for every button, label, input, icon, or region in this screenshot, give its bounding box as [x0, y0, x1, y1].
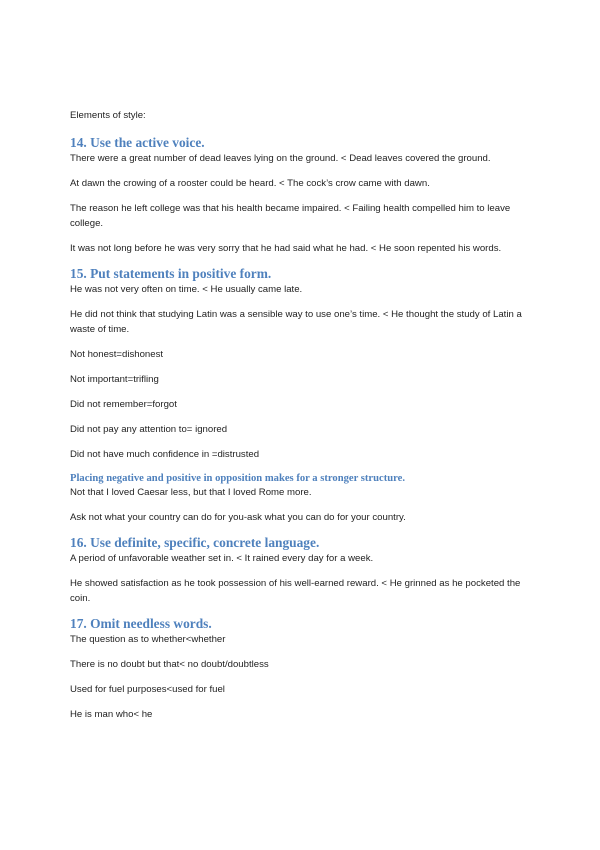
- document-intro: Elements of style:: [70, 110, 146, 121]
- section-positive-form: [70, 266, 530, 525]
- document-page: [70, 109, 530, 732]
- example-paragraph: Did not have much confidence in =distrusted: [70, 449, 260, 460]
- example-paragraph: A period of unfavorable weather set in. < It rained every day for a week.: [70, 553, 374, 564]
- sub-heading: Placing negative and positive in opposition makes for a stronger structure.: [70, 473, 405, 484]
- example-paragraph: Used for fuel purposes<used for fuel: [70, 684, 225, 695]
- example-paragraph: Ask not what your country can do for you-ask what you can do for your country.: [70, 512, 406, 523]
- section-concrete-language: [70, 535, 530, 606]
- example-paragraph: Not that I loved Caesar less, but that I loved Rome more.: [70, 487, 312, 498]
- section-heading: 16. Use definite, specific, concrete language.: [70, 535, 320, 550]
- section-heading: 14. Use the active voice.: [70, 135, 205, 150]
- section-omit-needless-words: [70, 616, 530, 722]
- example-paragraph: The reason he left college was that his health became impaired. < Failing health compelled him to leave college.: [70, 203, 511, 229]
- example-paragraph: He did not think that studying Latin was a sensible way to use one’s time. < He thought the study of Latin a waste of time.: [70, 309, 522, 335]
- example-paragraph: Did not pay any attention to= ignored: [70, 424, 228, 435]
- example-paragraph: Did not remember=forgot: [70, 399, 177, 410]
- example-paragraph: It was not long before he was very sorry that he had said what he had. < He soon repented his words.: [70, 243, 502, 254]
- example-paragraph: He showed satisfaction as he took possession of his well-earned reward. < He grinned as he pocketed the coin.: [70, 578, 521, 604]
- example-paragraph: Not honest=dishonest: [70, 349, 164, 360]
- example-paragraph: There is no doubt but that< no doubt/doubtless: [70, 659, 269, 670]
- section-active-voice: [70, 135, 530, 256]
- example-paragraph: There were a great number of dead leaves lying on the ground. < Dead leaves covered the ground.: [70, 153, 491, 164]
- example-paragraph: He is man who< he: [70, 709, 153, 720]
- section-heading: 15. Put statements in positive form.: [70, 266, 272, 281]
- example-paragraph: He was not very often on time. < He usually came late.: [70, 284, 303, 295]
- example-paragraph: The question as to whether<whether: [70, 634, 226, 645]
- section-heading: 17. Omit needless words.: [70, 616, 212, 631]
- example-paragraph: Not important=trifling: [70, 374, 159, 385]
- example-paragraph: At dawn the crowing of a rooster could be heard. < The cock’s crow came with dawn.: [70, 178, 430, 189]
